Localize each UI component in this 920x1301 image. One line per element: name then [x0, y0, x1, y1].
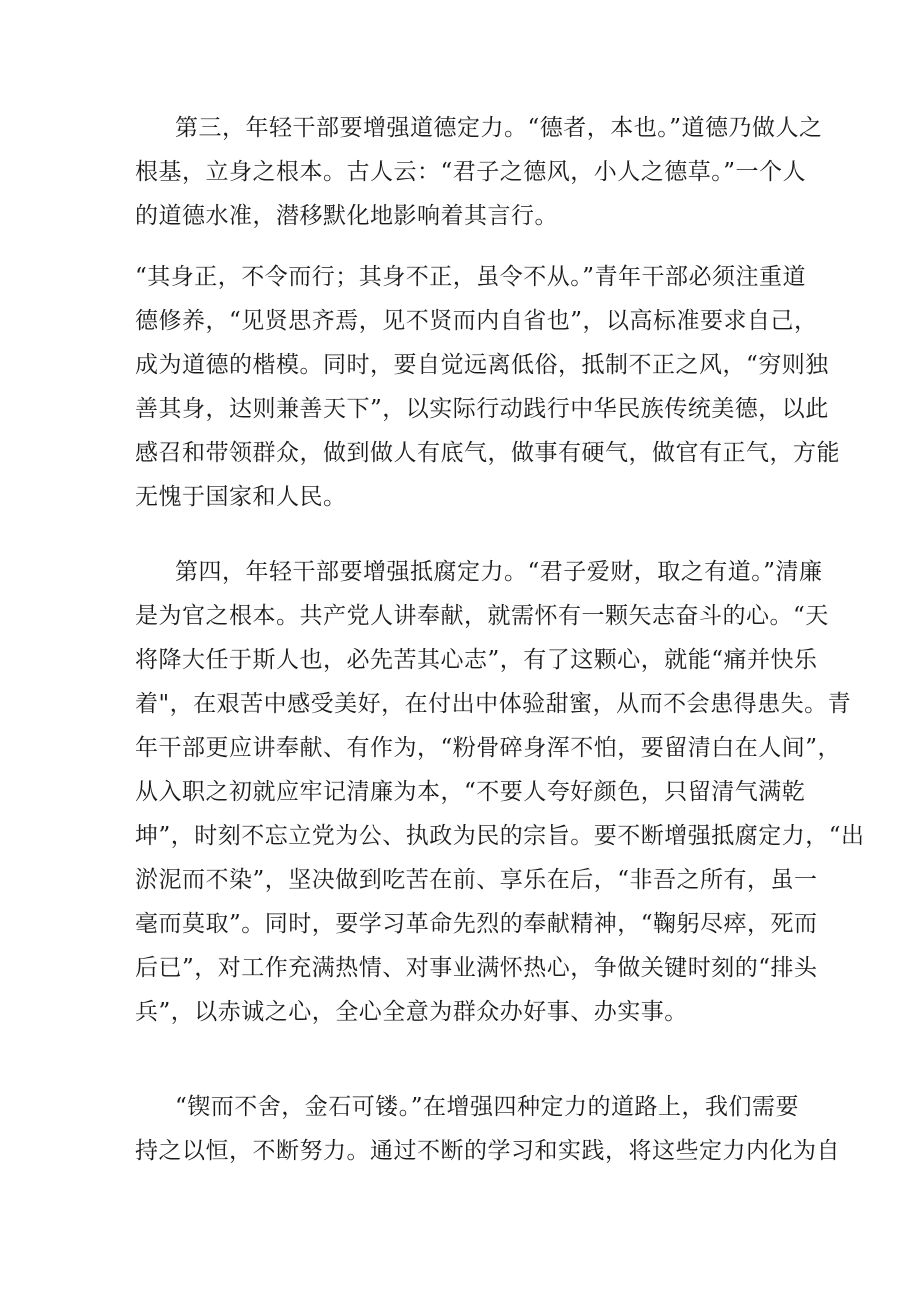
paragraph-line: 成为道德的楷模。同时，要自觉远离低俗，抵制不正之风，“穷则独	[135, 352, 829, 378]
paragraph-line: 感召和带领群众，做到做人有底气，做事有硬气，做官有正气，方能	[135, 440, 840, 466]
paragraph-line: “锲而不舍，金石可镂。”在增强四种定力的道路上，我们需要	[175, 1094, 800, 1120]
paragraph-line: 的道德水准，潜移默化地影响着其言行。	[135, 203, 558, 229]
paragraph-line: 年干部更应讲奉献、有作为，“粉骨碎身浑不怕，要留清白在人间”，	[135, 735, 842, 761]
paragraph-moral-cultivation	[135, 255, 840, 519]
paragraph-line: 毫而莫取”。同时，要学习革命先烈的奉献精神，“鞠躬尽瘁，死而	[135, 911, 818, 937]
paragraph-line: 第三，年轻干部要增强道德定力。“德者，本也。”道德乃做人之	[175, 115, 823, 141]
paragraph-line: 坤”，时刻不忘立党为公、执政为民的宗旨。要不断增强抵腐定力，“出	[135, 823, 865, 849]
paragraph-line: 后已”，对工作充满热情、对事业满怀热心，争做关键时刻的“排头	[135, 955, 818, 981]
paragraph-line: 着"，在艰苦中感受美好，在付出中体验甜蜜，从而不会患得患失。青	[135, 691, 852, 717]
paragraph-line: 持之以恒，不断努力。通过不断的学习和实践，将这些定力内化为自	[135, 1138, 840, 1164]
paragraph-line: 是为官之根本。共产党人讲奉献，就需怀有一颗矢志奋斗的心。“天	[135, 603, 829, 629]
paragraph-perseverance	[135, 1085, 840, 1173]
paragraph-line: 淤泥而不染”，坚决做到吃苦在前、享乐在后，“非吾之所有，虽一	[135, 867, 818, 893]
paragraph-anti-corruption	[135, 550, 865, 1034]
paragraph-line: 从入职之初就应牢记清廉为本，“不要人夸好颜色，只留清气满乾	[135, 779, 806, 805]
paragraph-line: 根基，立身之根本。古人云：“君子之德风，小人之德草。”一个人	[135, 159, 807, 185]
paragraph-line: 德修养，“见贤思齐焉，见不贤而内自省也”，以高标准要求自己，	[135, 308, 818, 334]
paragraph-line: 兵”，以赤诚之心，全心全意为群众办好事、办实事。	[135, 999, 688, 1025]
paragraph-line: 善其身，达则兼善天下”，以实际行动践行中华民族传统美德，以此	[135, 396, 829, 422]
paragraph-line: 第四，年轻干部要增强抵腐定力。“君子爱财，取之有道。”清廉	[175, 559, 823, 585]
paragraph-line: 无愧于国家和人民。	[135, 484, 347, 510]
paragraph-line: “其身正，不令而行；其身不正，虽令不从。”青年干部必须注重道	[135, 264, 807, 290]
paragraph-moral-strength	[135, 106, 823, 238]
paragraph-line: 将降大任于斯人也，必先苦其心志”，有了这颗心，就能“痛并快乐	[135, 647, 818, 673]
